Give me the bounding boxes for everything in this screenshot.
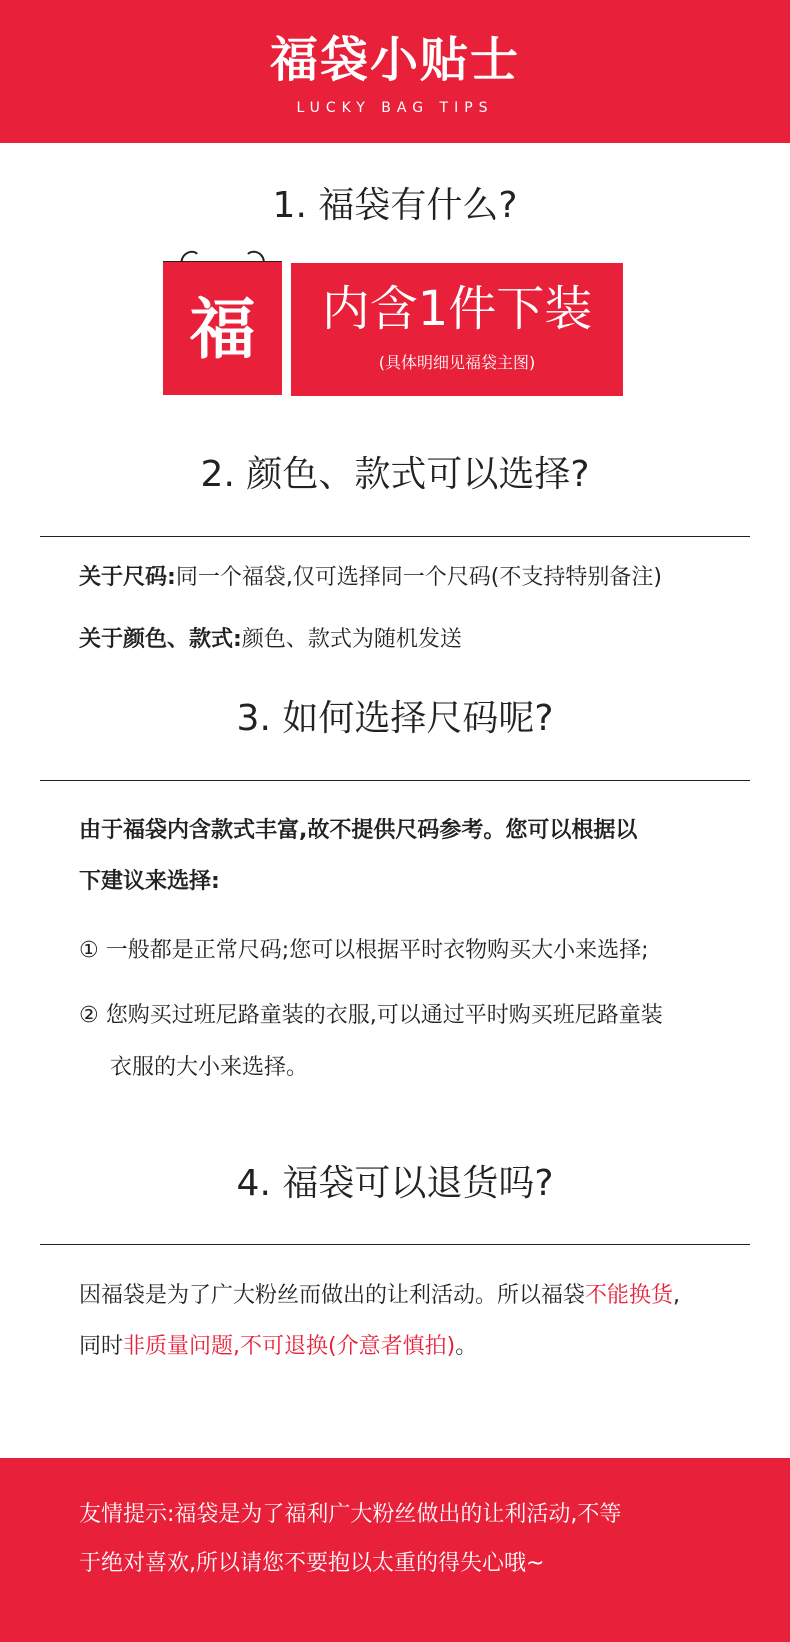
size-note — [79, 563, 662, 593]
circled-one-marker: ① — [79, 938, 99, 963]
no-exchange-warning: 不能换货 — [585, 1283, 674, 1308]
section-2-divider — [40, 536, 750, 537]
color-text: 颜色、款式为随机发送 — [241, 627, 462, 652]
footer-tip-line-2: 于绝对喜欢,所以请您不要抱以太重的得失心哦~ — [79, 1551, 545, 1576]
size-tip-2-text: 您购买过班尼路童装的衣服,可以通过平时购买班尼路童装 — [105, 1003, 663, 1028]
return-policy-text-1: 因福袋是为了广大粉丝而做出的让利活动。所以福袋 — [79, 1283, 586, 1308]
fu-character: 福 — [189, 290, 256, 368]
page-subtitle: LUCKY BAG TIPS — [296, 100, 494, 116]
return-policy-punct-2: 。 — [455, 1334, 478, 1359]
size-intro-line-2: 下建议来选择: — [79, 869, 220, 894]
no-return-warning: 非质量问题,不可退换(介意者慎拍) — [123, 1334, 456, 1359]
size-tip-2 — [79, 1001, 663, 1031]
color-note — [79, 625, 462, 655]
section-2-title: 2. 颜色、款式可以选择? — [200, 454, 590, 495]
lucky-bag-icon — [163, 262, 282, 395]
size-intro-line-1: 由于福袋内含款式丰富,故不提供尺码参考。您可以根据以 — [79, 818, 638, 843]
footer-tip-line-1: 友情提示:福袋是为了福利广大粉丝做出的让利活动,不等 — [79, 1502, 622, 1527]
header-banner — [0, 0, 790, 143]
section-3-title: 3. 如何选择尺码呢? — [236, 698, 554, 739]
return-policy-punct-1: , — [673, 1283, 681, 1308]
section-4-title: 4. 福袋可以退货吗? — [236, 1163, 554, 1204]
contents-note: (具体明细见福袋主图) — [378, 353, 536, 372]
section-3-divider — [40, 780, 750, 781]
contents-main: 内含1件下装 — [321, 281, 593, 337]
size-tip-1 — [79, 936, 649, 966]
return-policy-line-2 — [79, 1332, 477, 1362]
section-4-divider — [40, 1244, 750, 1245]
size-text: 同一个福袋,仅可选择同一个尺码(不支持特别备注) — [175, 565, 662, 590]
size-label: 关于尺码: — [79, 565, 176, 590]
return-policy-text-2: 同时 — [79, 1334, 124, 1359]
return-policy-line-1 — [79, 1281, 680, 1311]
size-tip-1-text: 一般都是正常尺码;您可以根据平时衣物购买大小来选择; — [105, 938, 649, 963]
circled-two-marker: ② — [79, 1003, 99, 1028]
size-tip-2-continued: 衣服的大小来选择。 — [110, 1055, 309, 1080]
contents-box — [291, 263, 623, 396]
section-1-title: 1. 福袋有什么? — [272, 185, 518, 226]
footer-banner — [0, 1458, 790, 1642]
color-label: 关于颜色、款式: — [79, 627, 242, 652]
page-title: 福袋小贴士 — [269, 32, 520, 88]
